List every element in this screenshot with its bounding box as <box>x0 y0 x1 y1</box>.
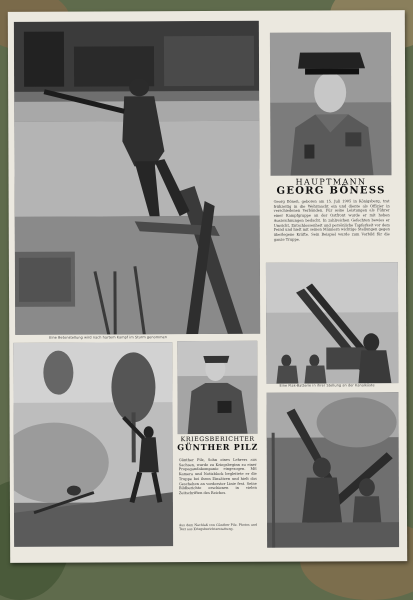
headline-bottom-kicker: KRIEGSBERICHTER <box>180 435 255 444</box>
headline-bottom-name: GÜNTHER PILZ <box>177 441 259 453</box>
caption-flak: Eine Flak-Batterie in ihrer Stellung an der Kanalküste <box>279 383 375 388</box>
photo-portrait-officer <box>270 32 392 176</box>
photo-flak-gun <box>266 262 399 384</box>
headline-top <box>271 177 392 197</box>
headline-top-name: GEORG BÖNESS <box>276 185 386 197</box>
magazine-page <box>8 10 407 563</box>
caption-bunker: Eine Betonstellung wird nach hartem Kampf im Sturm genommen <box>49 335 168 340</box>
photo-grenade-throw <box>13 342 173 547</box>
article-bottom-footer: Aus dem Nachlaß von Günther Pilz. Photos und Text aus Kriegsberichterstattung. <box>179 522 258 532</box>
headline-top-kicker: HAUPTMANN <box>295 177 367 187</box>
photo-portrait-correspondent <box>177 341 257 434</box>
headline-bottom <box>176 436 260 452</box>
article-top-text: Georg Böneß, geboren am 15. Juli 1905 in Königsberg, trat frühzeitig in die Wehrmacht ein und diente als Offizier in verschiedenen Verbänden. Für seine Leistungen als Führer einer Kampfgruppe an der Ostfront wurde er mit hohen Auszeichnungen bedacht. In zahlreichen Gefechten bewies er Umsicht, Entschlossenheit und persönliche Tapferkeit vor dem Feind und hielt mit seinen Männern wichtige Stellungen gegen überlegene Kräfte. Sein Beispiel wurde zum Vorbild für die ganze Truppe. <box>273 199 390 242</box>
photo-artillery-crew <box>266 392 399 548</box>
photo-bunker-assault <box>14 21 260 335</box>
article-bottom-text: Günther Pilz, Sohn eines Lehrers aus Sachsen, wurde zu Kriegsbeginn zu einer Propagandakompanie eingezogen. Mit Kamera und Notizblock begleitete er die Truppe bei ihren Einsätzen und hielt das Geschehen an vorderster Linie fest. Seine Bildberichte erschienen in vielen Zeitschriften des Reiches. <box>178 457 257 496</box>
